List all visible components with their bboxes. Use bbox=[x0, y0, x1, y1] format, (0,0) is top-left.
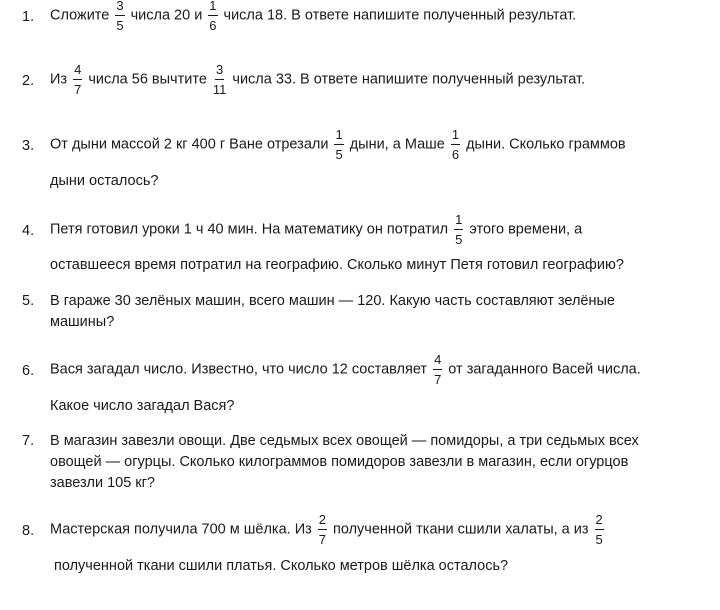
fraction bbox=[451, 128, 460, 161]
problem-text: В магазин завезли овощи. Две седьмых всех овощей — помидоры, а три седьмых всех bbox=[50, 433, 639, 449]
problem-line bbox=[54, 558, 508, 574]
problem-text: от загаданного Васей числа. bbox=[448, 361, 641, 378]
problem-number: 7. bbox=[22, 433, 35, 449]
problem-text: полученной ткани сшили платья. Сколько метров шёлка осталось? bbox=[54, 558, 509, 574]
problem-number: 8. bbox=[22, 523, 35, 539]
problem-text: этого времени, а bbox=[469, 221, 583, 238]
problem-line bbox=[50, 454, 628, 470]
problem-text: Сложите bbox=[50, 7, 110, 24]
fraction-denominator: 5 bbox=[116, 18, 124, 33]
fraction-denominator: 11 bbox=[212, 82, 227, 97]
problem-text: числа 56 вычтите bbox=[88, 71, 207, 88]
problem-line bbox=[50, 128, 626, 161]
fraction-denominator: 6 bbox=[209, 18, 217, 33]
fraction-numerator: 1 bbox=[208, 0, 217, 16]
problem-line bbox=[50, 173, 158, 189]
problem-text: Из bbox=[50, 71, 68, 88]
problem-text: машины? bbox=[50, 314, 115, 330]
problem-text: дыни, а Маше bbox=[349, 136, 445, 153]
problem-number: 5. bbox=[22, 293, 35, 309]
problem-number: 3. bbox=[22, 138, 35, 154]
problem-line bbox=[50, 0, 576, 32]
problem-text: числа 18. В ответе напишите полученный результат. bbox=[223, 7, 577, 24]
fraction-numerator: 1 bbox=[451, 128, 460, 145]
fraction bbox=[595, 513, 604, 546]
problem-text: Петя готовил уроки 1 ч 40 мин. На математику он потратил bbox=[50, 221, 449, 238]
problem-text: завезли 105 кг? bbox=[50, 475, 155, 491]
problem-line bbox=[50, 257, 624, 273]
fraction-denominator: 5 bbox=[595, 532, 603, 547]
problem-line bbox=[50, 513, 610, 546]
problem-text: числа 33. В ответе напишите полученный результат. bbox=[232, 71, 586, 88]
fraction-denominator: 6 bbox=[451, 147, 460, 162]
fraction-numerator: 2 bbox=[318, 513, 327, 530]
fraction-denominator: 7 bbox=[74, 82, 82, 97]
problem-text: Какое число загадал Вася? bbox=[50, 398, 235, 414]
problem-line bbox=[50, 398, 234, 414]
problem-number: 6. bbox=[22, 363, 35, 379]
problem-number: 1. bbox=[22, 9, 35, 25]
fraction bbox=[73, 63, 82, 96]
problem-number: 4. bbox=[22, 223, 35, 239]
fraction bbox=[334, 128, 343, 161]
fraction-numerator: 2 bbox=[595, 513, 604, 530]
fraction-numerator: 3 bbox=[115, 0, 124, 16]
fraction-denominator: 5 bbox=[335, 147, 343, 162]
problem-text: От дыни массой 2 кг 400 г Ване отрезали bbox=[50, 136, 329, 153]
fraction-numerator: 4 bbox=[73, 63, 82, 80]
problem-text: овощей — огурцы. Сколько килограммов помидоров завезли в магазин, если огурцов bbox=[50, 454, 629, 470]
problem-line bbox=[50, 293, 615, 309]
problem-text: оставшееся время потратил на географию. Сколько минут Петя готовил географию? bbox=[50, 257, 624, 273]
problem-text: В гараже 30 зелёных машин, всего машин — 120. Какую часть составляют зелёные bbox=[50, 293, 615, 309]
problem-text: Мастерская получила 700 м шёлка. Из bbox=[50, 521, 312, 538]
problem-line bbox=[50, 353, 641, 386]
fraction-denominator: 7 bbox=[434, 372, 442, 387]
problem-line bbox=[50, 433, 639, 449]
problem-text: Вася загадал число. Известно, что число 12 составляет bbox=[50, 361, 428, 378]
fraction-denominator: 5 bbox=[455, 232, 463, 247]
problem-line bbox=[50, 475, 155, 491]
problem-number: 2. bbox=[22, 73, 35, 89]
fraction-denominator: 7 bbox=[318, 532, 326, 547]
problem-text: полученной ткани сшили халаты, а из bbox=[333, 521, 589, 538]
problem-text: дыни осталось? bbox=[50, 173, 159, 189]
problem-line bbox=[50, 213, 582, 246]
problem-text: дыни. Сколько граммов bbox=[466, 136, 626, 153]
fraction-numerator: 4 bbox=[433, 353, 442, 370]
fraction-numerator: 3 bbox=[215, 63, 224, 80]
fraction-numerator: 1 bbox=[334, 128, 343, 145]
fraction bbox=[433, 353, 442, 386]
fraction bbox=[213, 63, 227, 96]
problem-text: числа 20 и bbox=[130, 7, 203, 24]
fraction bbox=[115, 0, 124, 32]
fraction bbox=[208, 0, 217, 32]
problem-line bbox=[50, 63, 585, 96]
fraction bbox=[454, 213, 463, 246]
fraction bbox=[318, 513, 327, 546]
fraction-numerator: 1 bbox=[454, 213, 463, 230]
problem-line bbox=[50, 314, 114, 330]
